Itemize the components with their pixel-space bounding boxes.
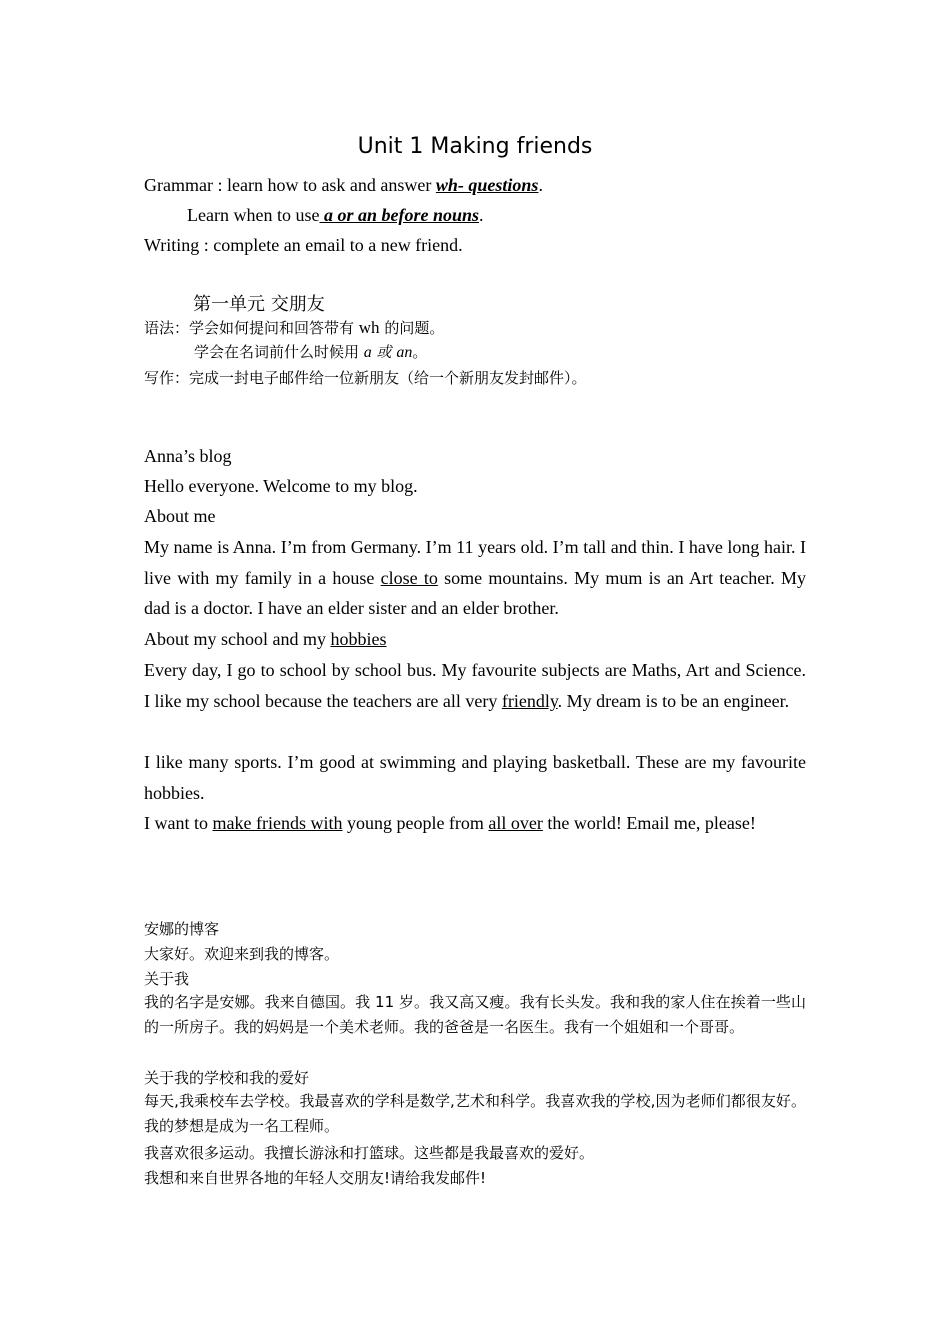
cn-about-school-heading: 关于我的学校和我的爱好: [144, 1069, 310, 1087]
cn-paragraph-about-me: 我的名字是安娜。我来自德国。我 11 岁。我又高又瘦。我有长头发。我和我的家人住在挨着一些山的一所房子。我的妈妈是一个美术老师。我的爸爸是一名医生。我有一个姐姐和一个哥哥。: [144, 993, 806, 1036]
about-school-heading: About my school and my hobbies: [144, 629, 387, 649]
blog-paragraph-friends: I want to make friends with young people from all over the world! Email me, please!: [144, 813, 756, 833]
cn-blog-title: 安娜的博客: [144, 920, 220, 938]
cn-writing-objective: 写作：完成一封电子邮件给一位新朋友（给一个新朋友发封邮件）。: [144, 369, 587, 387]
cn-paragraph-school: 每天,我乘校车去学校。我最喜欢的学科是数学,艺术和科学。我喜欢我的学校,因为老师们都很友好。我的梦想是成为一名工程师。: [144, 1092, 806, 1135]
blog-title: Anna’s blog: [144, 446, 232, 466]
cn-about-me-heading: 关于我: [144, 970, 190, 988]
cn-unit-heading: 第一单元 交朋友: [193, 294, 325, 315]
cn-grammar-objective: 语法：学会如何提问和回答带有 wh 的问题。: [144, 318, 445, 337]
about-me-heading: About me: [144, 506, 216, 526]
blog-paragraph-sports: I like many sports. I’m good at swimming and playing basketball. These are my favourite hobbies.: [144, 752, 806, 803]
writing-objective: Writing : complete an email to a new friend.: [144, 235, 463, 255]
cn-blog-greeting: 大家好。欢迎来到我的博客。: [144, 945, 340, 963]
blog-paragraph-about-me: My name is Anna. I’m from Germany. I’m 11 years old. I’m tall and thin. I have long hair. I live with my family in a house close to some mountains. My mum is an Art teacher. My dad is a doctor. I have an elder sister and an elder brother.: [144, 537, 806, 619]
blog-greeting: Hello everyone. Welcome to my blog.: [144, 476, 418, 496]
cn-learn-objective: 学会在名词前什么时候用 a 或 an。: [194, 343, 428, 361]
cn-paragraph-friends: 我想和来自世界各地的年轻人交朋友!请给我发邮件!: [144, 1169, 487, 1187]
learn-objective: Learn when to use a or an before nouns.: [187, 205, 484, 225]
blog-paragraph-school: Every day, I go to school by school bus. My favourite subjects are Maths, Art and Science. I like my school because the teachers are all very friendly. My dream is to be an engineer.: [144, 660, 806, 711]
page-title: Unit 1 Making friends: [357, 134, 593, 159]
cn-paragraph-sports: 我喜欢很多运动。我擅长游泳和打篮球。这些都是我最喜欢的爱好。: [144, 1144, 595, 1162]
grammar-objective: Grammar : learn how to ask and answer wh- questions.: [144, 175, 543, 195]
